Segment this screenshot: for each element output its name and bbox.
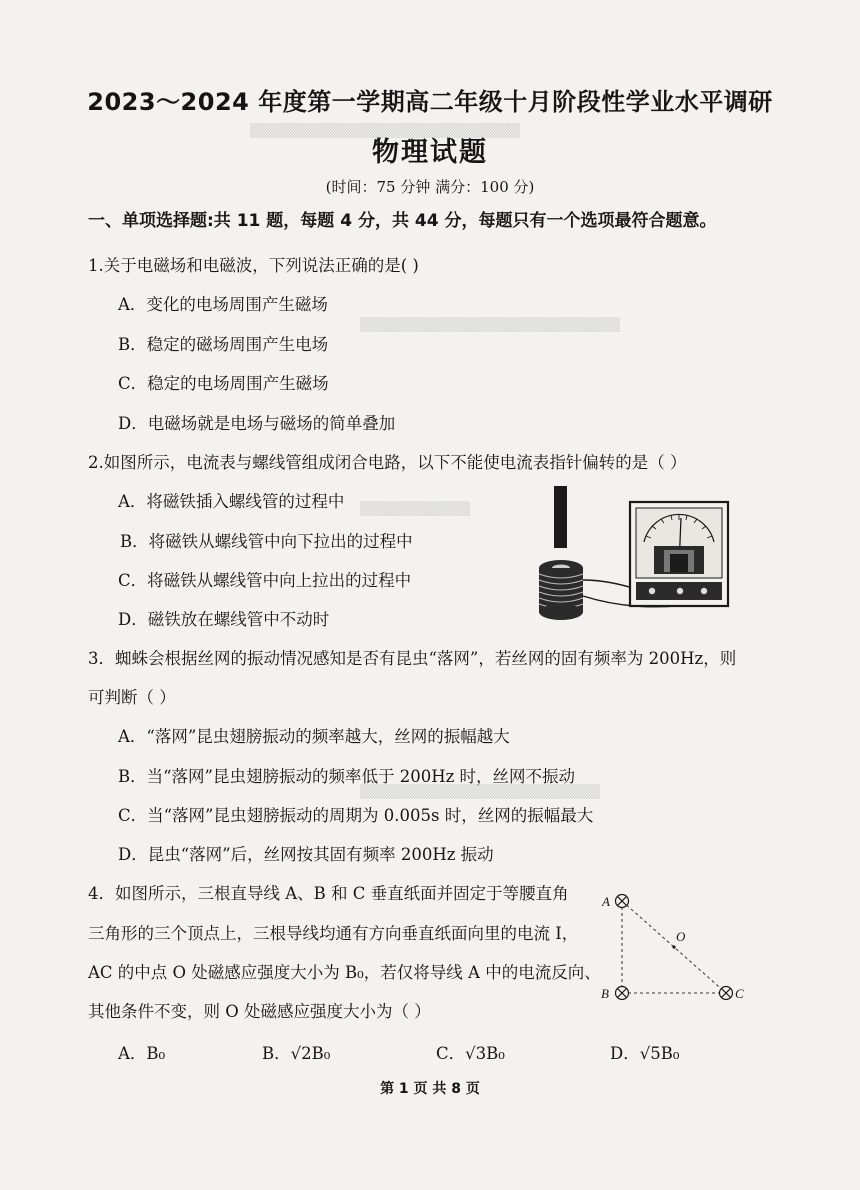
point-o-dot [672,945,675,948]
question-4-option-d: D．√5B₀ [610,1044,680,1063]
exam-title: 2023～2024 年度第一学期高二年级十月阶段性学业水平调研 [87,88,773,116]
solenoid-galvanometer-figure [530,480,780,630]
question-4-stem-line-2: 三角形的三个顶点上，三根导线均通有方向垂直纸面向里的电流 I， [88,924,579,943]
question-3-stem-line-1: 3．蜘蛛会根据丝网的振动情况感知是否有昆虫“落网”，若丝网的固有频率为 200Hz，则 [88,649,737,668]
question-3-stem-line-2: 可判断（ ） [88,688,176,707]
question-2-option-b: B．将磁铁从螺线管中向下拉出的过程中 [120,532,413,551]
label-a: A [602,894,610,909]
exam-info: (时间：75 分钟 满分：100 分) [325,178,535,196]
bleed-through-4: ▒▒▒▒▒▒▒▒▒▒▒▒▒▒▒▒▒▒▒▒▒▒▒▒ [360,785,600,800]
question-4-option-c: C．√3B₀ [436,1044,505,1063]
wire-b-cross-icon [616,987,629,1000]
solenoid-coil [539,560,583,620]
question-3-option-c: C．当“落网”昆虫翅膀振动的周期为 0.005s 时，丝网的振幅最大 [118,806,594,825]
question-1-option-d: D．电磁场就是电场与磁场的简单叠加 [118,414,396,433]
question-1-option-b: B．稳定的磁场周围产生电场 [118,335,329,354]
question-2-option-c: C．将磁铁从螺线管中向上拉出的过程中 [118,571,412,590]
question-3-option-a: A．“落网”昆虫翅膀振动的频率越大，丝网的振幅越大 [118,727,510,746]
question-2-option-d: D．磁铁放在螺线管中不动时 [118,610,330,629]
question-2-stem: 2.如图所示，电流表与螺线管组成闭合电路，以下不能使电流表指针偏转的是（ ） [88,453,687,472]
question-4-stem-line-1: 4．如图所示，三根直导线 A、B 和 C 垂直纸面并固定于等腰直角 [88,884,569,903]
question-4-stem-line-3: AC 的中点 O 处磁感应强度大小为 B₀，若仅将导线 A 中的电流反向、 [88,963,601,982]
question-4-option-a: A．B₀ [118,1044,166,1063]
wire-a-cross-icon [616,895,629,908]
bar-magnet [554,486,567,548]
label-c: C [735,986,744,1001]
question-3-option-d: D．昆虫“落网”后，丝网按其固有频率 200Hz 振动 [118,845,494,864]
label-o: O [676,929,686,944]
question-1-stem: 1.关于电磁场和电磁波，下列说法正确的是( ) [88,256,419,275]
question-1-option-c: C．稳定的电场周围产生磁场 [118,374,329,393]
question-2-option-a: A．将磁铁插入螺线管的过程中 [118,492,345,511]
bleed-through-3: ▒▒▒▒▒▒▒▒▒▒▒ [360,502,470,517]
bleed-through-1: ▒▒▒▒▒▒▒▒▒▒▒▒▒▒▒▒▒▒▒▒▒▒▒▒▒▒▒ [250,124,520,139]
question-4-option-b: B．√2B₀ [262,1044,331,1063]
section-heading: 一、单项选择题:共 11 题，每题 4 分，共 44 分，每题只有一个选项最符合题意。 [88,211,717,231]
question-1-option-a: A．变化的电场周围产生磁场 [118,295,328,314]
subject-title: 物理试题 [372,137,488,168]
triangle-wires-figure [596,888,766,1018]
page-footer: 第 1 页 共 8 页 [380,1081,480,1097]
galvanometer [630,502,728,606]
question-3-option-b: B．当“落网”昆虫翅膀振动的频率低于 200Hz 时，丝网不振动 [118,767,576,786]
question-4-stem-line-4: 其他条件不变，则 O 处磁感应强度大小为（ ） [88,1002,431,1021]
bleed-through-2: ▒▒▒▒▒▒▒▒▒▒▒▒▒▒▒▒▒▒▒▒▒▒▒▒▒▒ [360,318,620,333]
wire-c-cross-icon [720,987,733,1000]
label-b: B [601,986,609,1001]
